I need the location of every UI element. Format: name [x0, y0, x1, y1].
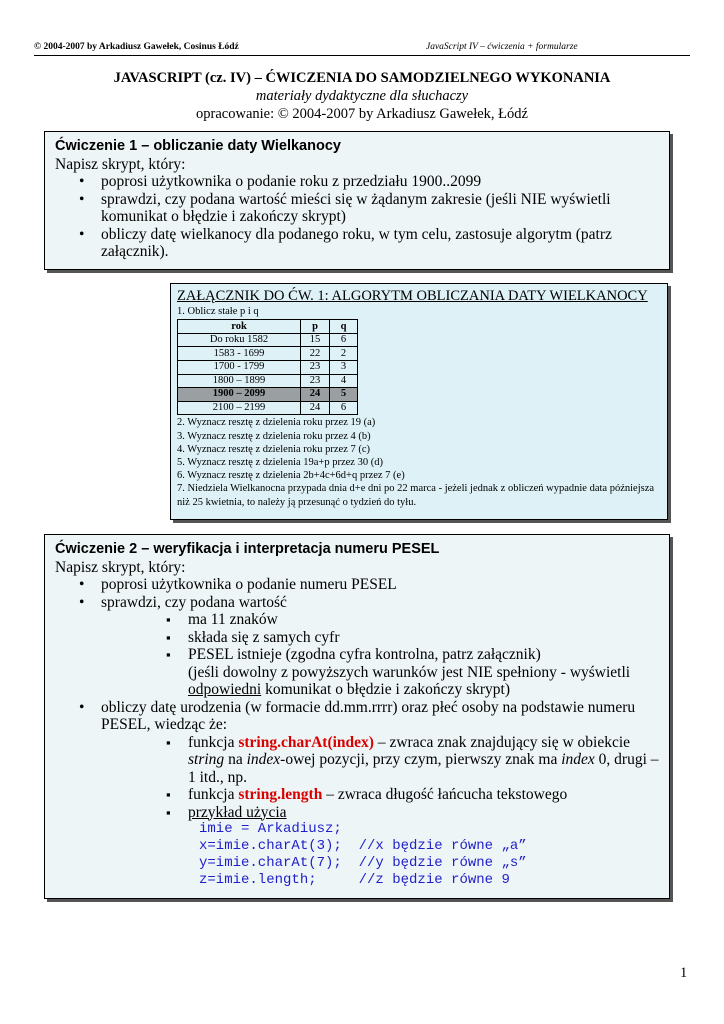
table-row	[178, 374, 358, 388]
exercise-2-intro: Napisz skrypt, który:	[55, 558, 186, 576]
italic-term: string	[188, 751, 225, 768]
code-line: imie = Arkadiusz;	[199, 821, 342, 837]
sub-list-item-charat	[55, 734, 659, 787]
table-cell: 23	[301, 374, 330, 388]
exercise-1-box	[44, 131, 670, 270]
table-row	[178, 347, 358, 361]
sub-list-item: ▪ ma 11 znaków	[55, 611, 659, 629]
attachment-step: 2. Wyznacz resztę z dzielenia roku przez 19 (a)	[177, 417, 376, 429]
continuation-text: (jeśli dowolny z powyższych warunków jest NIE spełniony - wyświetli	[188, 663, 631, 681]
table-cell: 22	[301, 347, 330, 361]
text: na	[224, 751, 247, 768]
attachment-step-1: 1. Oblicz stałe p i q	[177, 306, 259, 317]
attachment-box	[170, 283, 668, 520]
document-titles	[34, 69, 690, 123]
table-cell: 6	[330, 401, 358, 415]
constants-table	[177, 319, 358, 415]
italic-term: index	[561, 751, 595, 768]
table-cell: Do roku 1582	[178, 333, 301, 347]
table-cell: 2100 – 2199	[178, 401, 301, 415]
table-header-row	[178, 320, 358, 334]
exercise-2-list	[55, 576, 659, 821]
table-cell: 4	[330, 374, 358, 388]
text: 0, drugi – 1 itd., np.	[188, 751, 659, 786]
exercise-1-heading: Ćwiczenie 1 – obliczanie daty Wielkanocy	[55, 138, 341, 154]
table-cell: 1900 – 2099	[178, 388, 301, 402]
continuation-text: komunikat o błędzie i zakończy skrypt)	[261, 681, 510, 698]
sub-list-continuation	[55, 664, 659, 699]
exercise-2-heading: Ćwiczenie 2 – weryfikacja i interpretacja numeru PESEL	[55, 541, 440, 557]
page-number: 1	[680, 965, 688, 981]
document-title: JAVASCRIPT (cz. IV) – ĆWICZENIA DO SAMODZIELNEGO WYKONANIA	[113, 70, 611, 86]
table-cell: 1700 - 1799	[178, 360, 301, 374]
sub-list-item-length	[55, 786, 659, 804]
exercise-1-list	[55, 173, 659, 261]
code-line: x=imie.charAt(3); //x będzie równe „a”	[199, 838, 527, 854]
attachment-step: 6. Wyznacz resztę z dzielenia 2b+4c+6d+q przez 7 (e)	[177, 470, 405, 482]
text: – zwraca znak znajdujący się w obiekcie	[373, 733, 631, 751]
table-cell: 5	[330, 388, 358, 402]
text: funkcja	[188, 786, 239, 803]
table-cell: 1583 - 1699	[178, 347, 301, 361]
text: funkcja	[188, 733, 239, 751]
attachment-step: 7. Niedziela Wielkanocna przypada dnia d+e dni po 22 marca - jeżeli jednak z obliczeń wypadnie data późniejsza niż 25 kwietnia, to należy ją przesunąć o tydzień do tyłu.	[177, 483, 655, 508]
document-author: opracowanie: © 2004-2007 by Arkadiusz Gawełek, Łódź	[196, 106, 528, 122]
list-item: • obliczy datę urodzenia (w formacie dd.mm.rrrr) oraz płeć osoby na podstawie numeru PESEL, wiedząc że:	[55, 699, 659, 734]
table-cell: 23	[301, 360, 330, 374]
underlined-word: odpowiedni	[188, 681, 262, 698]
table-header-cell: p	[301, 320, 330, 334]
text: -owej pozycji, przy czym, pierwszy znak ma	[280, 751, 562, 768]
function-name: string.length	[238, 786, 323, 803]
exercise-1-intro: Napisz skrypt, który:	[55, 155, 186, 173]
attachment-title: ZAŁĄCZNIK DO ĆW. 1: ALGORYTM OBLICZANIA DATY WIELKANOCY	[177, 288, 648, 304]
table-cell: 1800 – 1899	[178, 374, 301, 388]
page-header	[34, 40, 690, 56]
document-subtitle: materiały dydaktyczne dla słuchaczy	[255, 88, 469, 104]
table-cell: 24	[301, 388, 330, 402]
function-name: string.charAt(index)	[238, 733, 374, 751]
table-cell: 3	[330, 360, 358, 374]
table-header-cell: q	[330, 320, 358, 334]
list-item: • sprawdzi, czy podana wartość	[55, 594, 659, 612]
sub-list-item: ▪ PESEL istnieje (zgodna cyfra kontrolna, patrz załącznik)	[55, 646, 659, 664]
list-item: • poprosi użytkownika o podanie numeru PESEL	[55, 576, 659, 594]
table-cell: 2	[330, 347, 358, 361]
example-label: przykład użycia	[188, 803, 287, 821]
table-header-cell: rok	[178, 320, 301, 334]
code-line: y=imie.charAt(7); //y będzie równe „s”	[199, 855, 527, 871]
table-cell: 15	[301, 333, 330, 347]
exercise-2-box	[44, 534, 670, 899]
italic-term: index	[246, 751, 281, 768]
table-row-highlighted	[178, 388, 358, 402]
sub-list-item-example	[55, 804, 659, 822]
list-item: • sprawdzi, czy podana wartość mieści się w żądanym zakresie (jeśli NIE wyświetli komunikat o błędzie i zakończy skrypt)	[55, 191, 659, 226]
attachment-step: 5. Wyznacz resztę z dzielenia 19a+p przez 30 (d)	[177, 456, 383, 468]
list-item: • obliczy datę wielkanocy dla podanego roku, w tym celu, zastosuje algorytm (patrz załącznik).	[55, 226, 659, 261]
table-cell: 6	[330, 333, 358, 347]
text: – zwraca długość łańcucha tekstowego	[322, 786, 568, 803]
list-item: • poprosi użytkownika o podanie roku z przedziału 1900..2099	[55, 173, 659, 191]
sub-list-item: ▪ składa się z samych cyfr	[55, 629, 659, 647]
header-course-title: JavaScript IV – ćwiczenia + formularze	[426, 42, 578, 52]
table-row	[178, 360, 358, 374]
header-copyright: © 2004-2007 by Arkadiusz Gawełek, Cosinus Łódź	[34, 42, 239, 52]
code-line: z=imie.length; //z będzie równe 9	[199, 872, 510, 888]
attachment-step: 3. Wyznacz resztę z dzielenia roku przez 4 (b)	[177, 430, 371, 442]
attachment-step: 4. Wyznacz resztę z dzielenia roku przez 7 (c)	[177, 443, 371, 455]
table-row	[178, 401, 358, 415]
table-row	[178, 333, 358, 347]
table-cell: 24	[301, 401, 330, 415]
